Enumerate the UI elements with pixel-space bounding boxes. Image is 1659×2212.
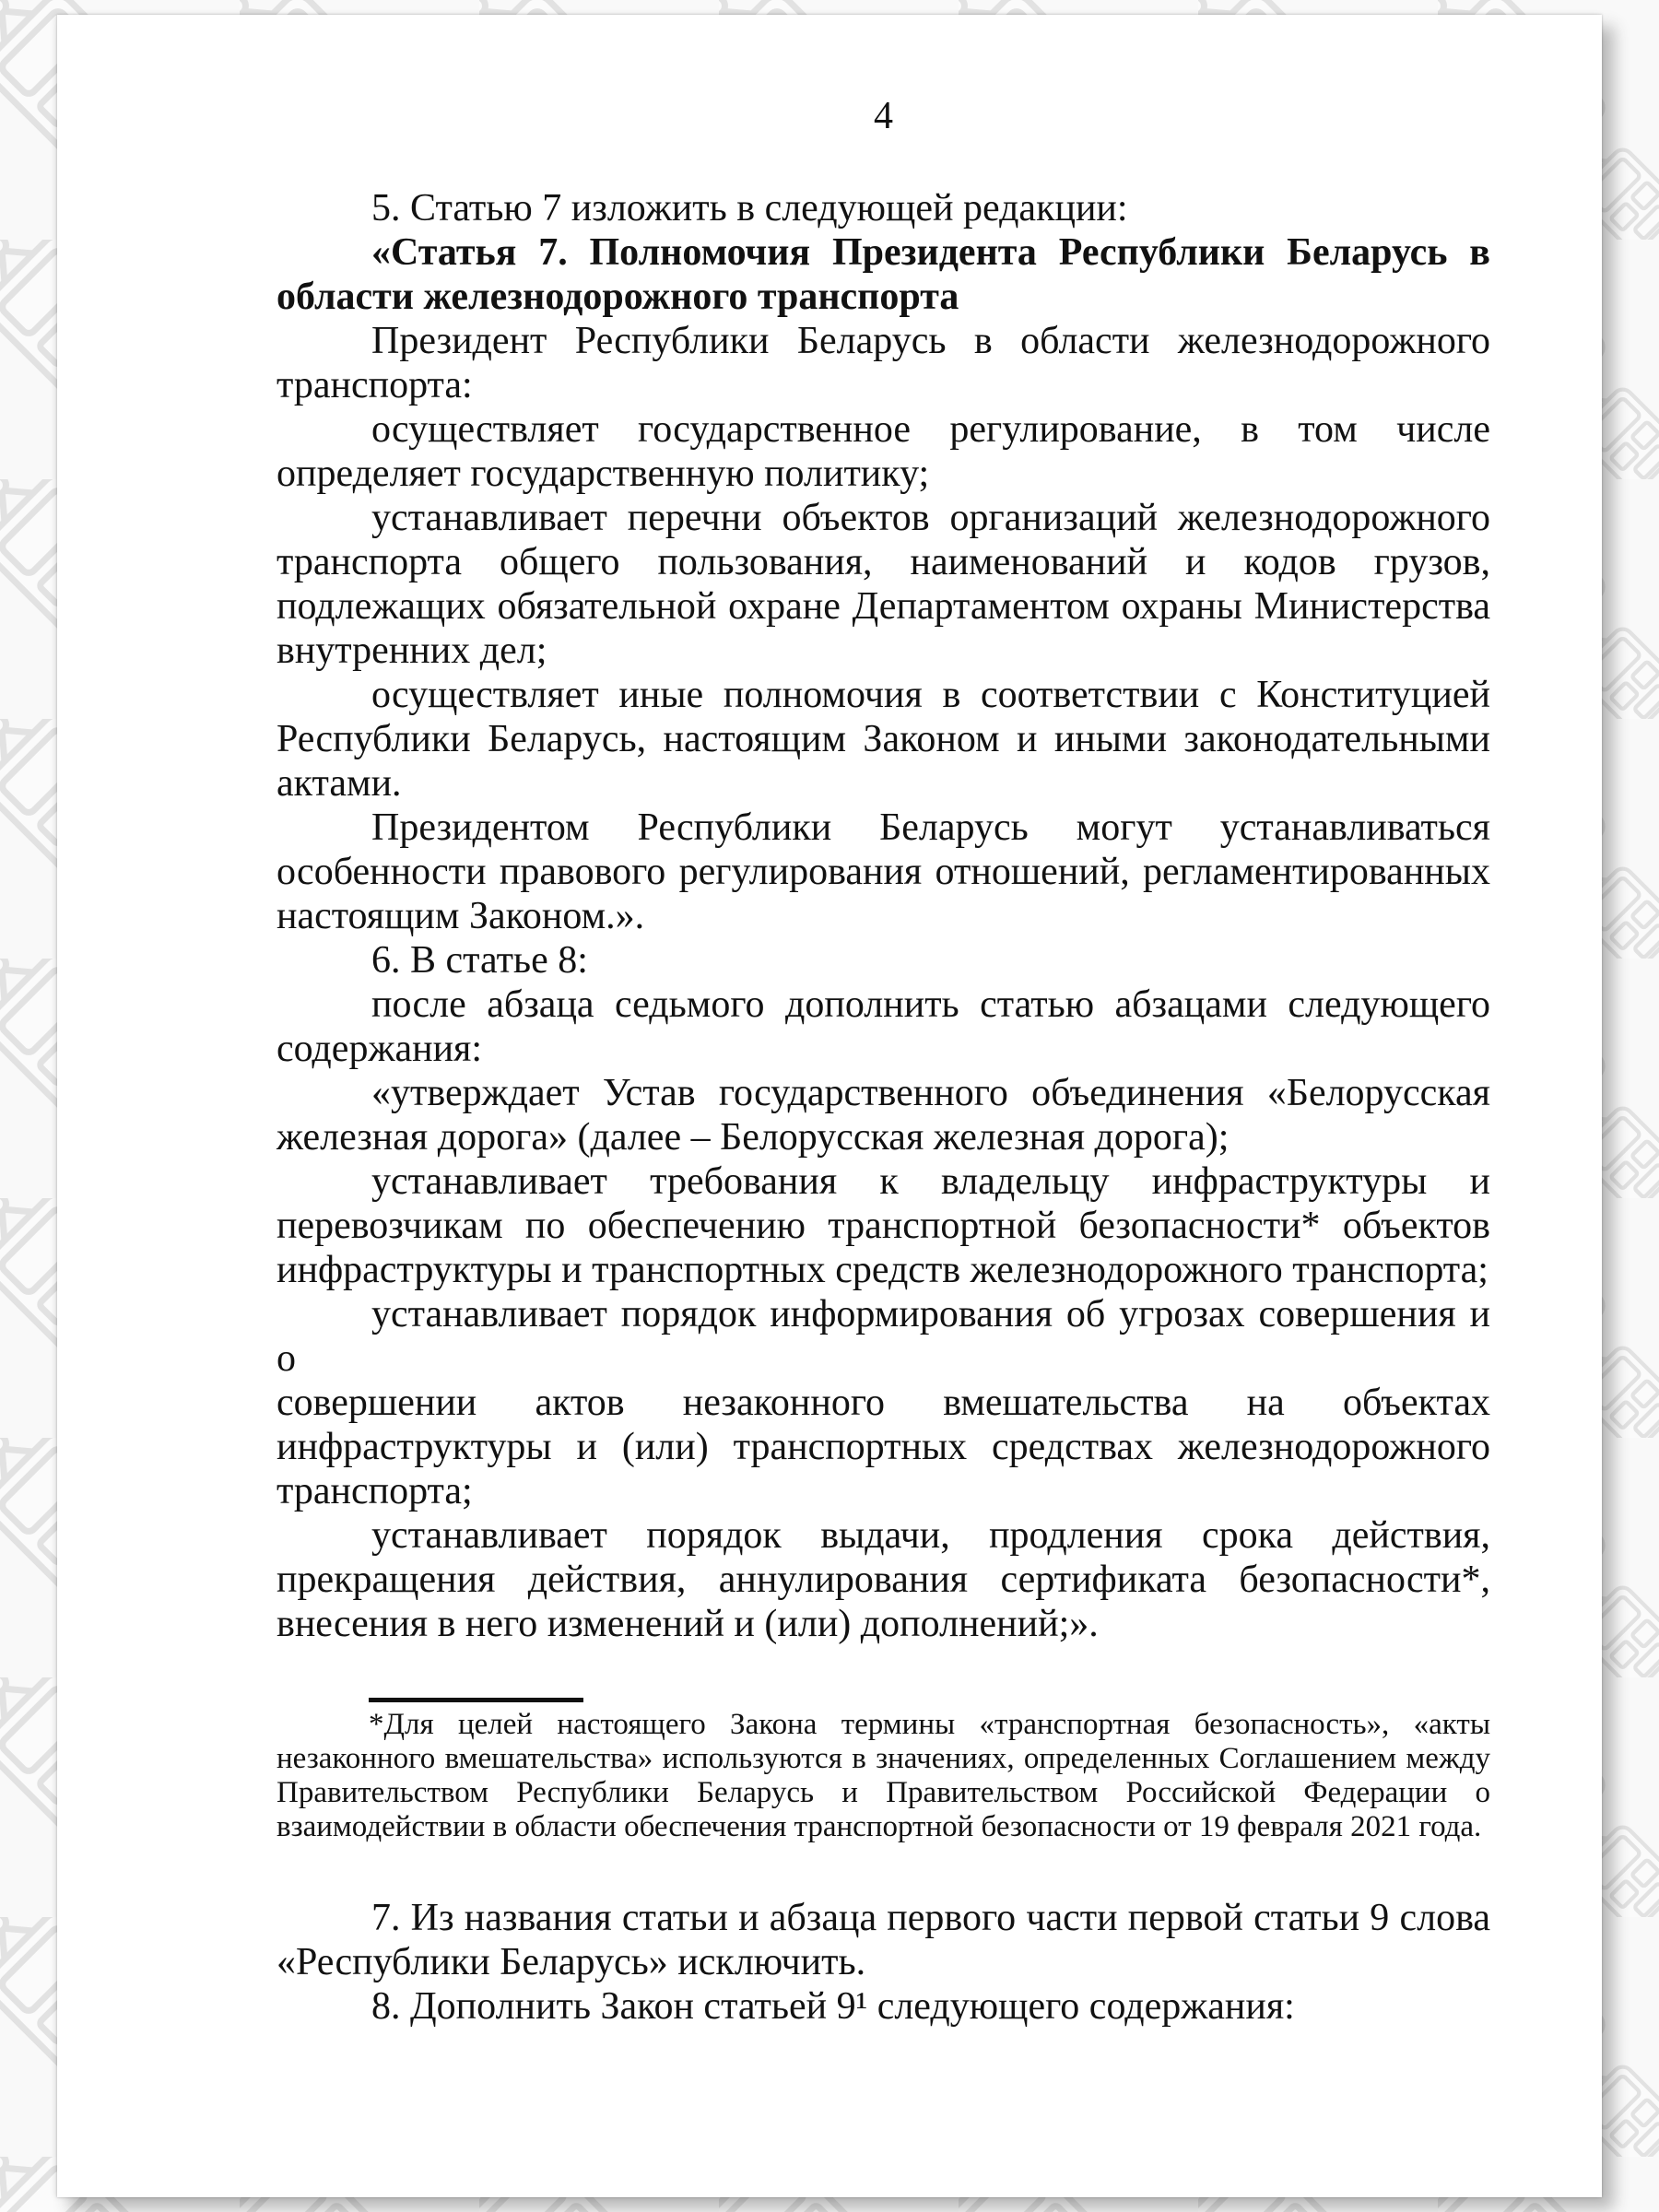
text-line: содержания: <box>276 1028 483 1070</box>
text-line: внесения в него изменений и (или) дополнений;». <box>276 1603 1099 1645</box>
closing-text <box>276 1896 1490 2029</box>
text-line: актами. <box>276 762 402 805</box>
paragraph <box>276 407 1490 496</box>
text-line: инфраструктуры и транспортных средств железнодорожного транспорта; <box>276 1249 1488 1291</box>
page-number: 4 <box>874 95 893 137</box>
paragraph <box>276 806 1490 938</box>
text-line: осуществляет иные полномочия в соответствии с Конституцией <box>371 674 1490 716</box>
paragraph <box>276 673 1490 806</box>
text-line: устанавливает порядок выдачи, продления срока действия, <box>371 1514 1490 1557</box>
footnote-text <box>276 1708 1490 1844</box>
text-line: совершении актов незаконного вмешательства на объектах <box>276 1382 1490 1424</box>
text-line: транспорта общего пользования, наименований и кодов грузов, <box>276 541 1490 583</box>
paragraph <box>276 938 1490 982</box>
text-line: взаимодействии в области обеспечения транспортной безопасности от 19 февраля 2021 года. <box>276 1810 1482 1843</box>
paragraph <box>276 1708 1490 1844</box>
text-line: 7. Из названия статьи и абзаца первого части первой статьи 9 слова <box>371 1897 1490 1939</box>
paragraph <box>276 496 1490 673</box>
text-line: «Статья 7. Полномочия Президента Республики Беларусь в <box>371 231 1490 274</box>
text-line: Республики Беларусь, настоящим Законом и иными законодательными <box>276 718 1490 760</box>
document-page <box>57 15 1602 2197</box>
text-line: незаконного вмешательства» используются в значениях, определенных Соглашением между <box>276 1742 1490 1775</box>
text-line: особенности правового регулирования отношений, регламентированных <box>276 851 1490 893</box>
main-text <box>276 186 1490 1646</box>
paragraph <box>276 1292 1490 1513</box>
text-line: «Республики Беларусь» исключить. <box>276 1941 866 1983</box>
text-line: внутренних дел; <box>276 629 547 672</box>
text-line: устанавливает требования к владельцу инфраструктуры и <box>371 1160 1490 1203</box>
text-line: устанавливает перечни объектов организаций железнодорожного <box>371 497 1490 539</box>
footnote-separator-line <box>369 1698 583 1702</box>
text-line: 6. В статье 8: <box>371 939 588 982</box>
text-line: подлежащих обязательной охране Департаментом охраны Министерства <box>276 585 1490 628</box>
paragraph <box>276 230 1490 319</box>
text-line: железная дорога» (далее – Белорусская железная дорога); <box>276 1116 1230 1159</box>
text-line: прекращения действия, аннулирования сертификата безопасности*, <box>276 1559 1490 1601</box>
text-line: перевозчикам по обеспечению транспортной безопасности* объектов <box>276 1205 1490 1247</box>
text-line: 8. Дополнить Закон статьей 9¹ следующего содержания: <box>371 1985 1295 2028</box>
paragraph <box>276 982 1490 1071</box>
paragraph <box>276 1071 1490 1159</box>
text-line: после абзаца седьмого дополнить статью абзацами следующего <box>371 983 1490 1026</box>
text-line: Президентом Республики Беларусь могут устанавливаться <box>371 806 1490 849</box>
paragraph <box>276 1513 1490 1646</box>
text-line: осуществляет государственное регулирование, в том числе <box>371 408 1490 451</box>
text-line: устанавливает порядок информирования об угрозах совершения и о <box>276 1293 1490 1380</box>
text-column <box>276 94 1490 2029</box>
text-line: Президент Республики Беларусь в области железнодорожного <box>371 320 1490 362</box>
paragraph <box>276 1984 1490 2029</box>
text-line: настоящим Законом.». <box>276 895 645 937</box>
paragraph <box>276 1896 1490 1984</box>
text-line: «утверждает Устав государственного объединения «Белорусская <box>371 1072 1490 1114</box>
text-line: определяет государственную политику; <box>276 453 930 495</box>
paragraph <box>276 319 1490 407</box>
text-line: транспорта: <box>276 364 473 406</box>
text-line: области железнодорожного транспорта <box>276 276 959 318</box>
text-line: *Для целей настоящего Закона термины «транспортная безопасность», «акты <box>369 1708 1490 1741</box>
text-line: транспорта; <box>276 1470 473 1512</box>
paragraph <box>276 1159 1490 1292</box>
text-line: Правительством Республики Беларусь и Правительством Российской Федерации о <box>276 1776 1490 1809</box>
paragraph <box>276 186 1490 230</box>
text-line: инфраструктуры и (или) транспортных средствах железнодорожного <box>276 1426 1490 1468</box>
text-line: 5. Статью 7 изложить в следующей редакции: <box>371 187 1128 229</box>
